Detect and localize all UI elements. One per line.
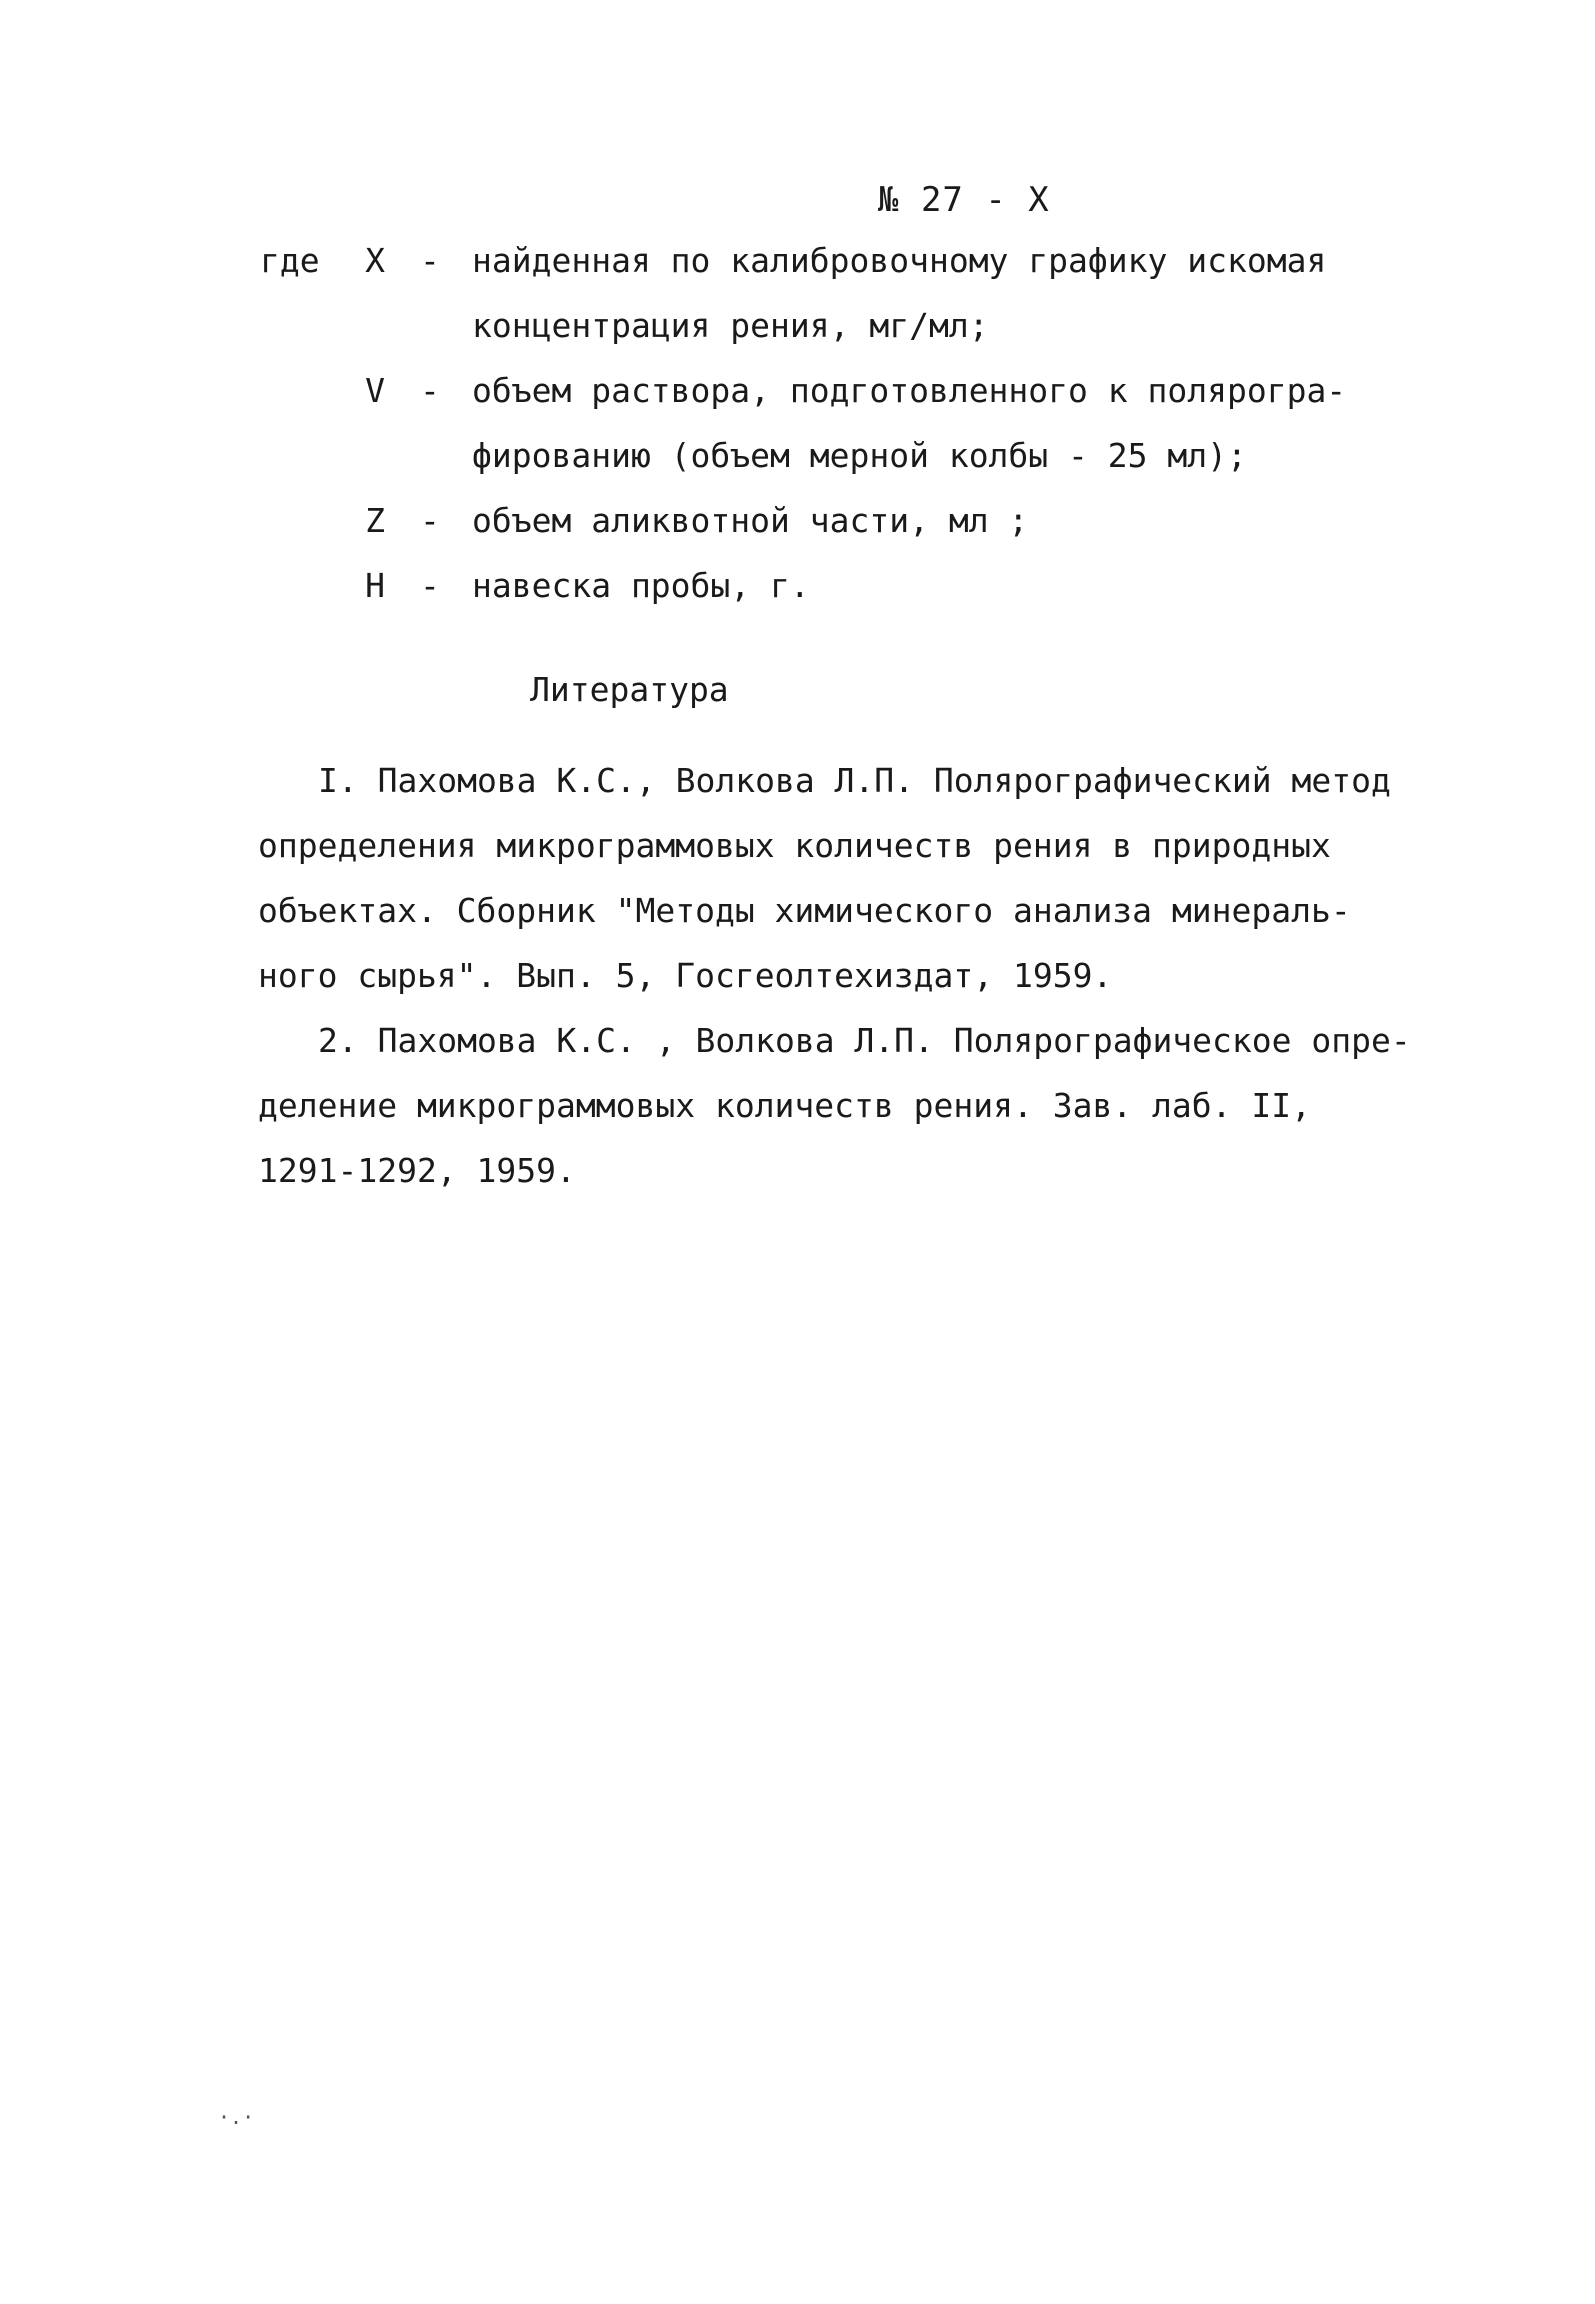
definition-row-z [260, 488, 1360, 553]
reference-line: объектах. Сборник "Методы химического анализа минераль- [258, 891, 1351, 930]
definition-symbol: Z [365, 501, 385, 540]
definition-row-v [260, 358, 1360, 423]
definition-dash: - [420, 241, 440, 280]
definition-text: объем раствора, подготовленного к полярогра- [472, 371, 1347, 410]
definition-row-v-cont [260, 423, 1360, 488]
definition-dash: - [420, 371, 440, 410]
reference-line: деление микрограммовых количеств рения. Зав. лаб. II, [258, 1086, 1311, 1125]
reference-list [258, 748, 1411, 1203]
definition-text: найденная по калибровочному графику искомая [472, 241, 1327, 280]
page-number: № 27 - X [878, 180, 1050, 220]
definition-symbol: Н [365, 566, 385, 605]
definition-text: объем аликвотной части, мл ; [472, 501, 1029, 540]
reference-line: 2. Пахомова К.С. , Волкова Л.П. Полярографическое опре- [318, 1021, 1411, 1060]
definition-text: фированию (объем мерной колбы - 25 мл); [472, 436, 1247, 475]
reference-item [258, 1008, 1411, 1203]
reference-line: ного сырья". Вып. 5, Госгеолтехиздат, 1959. [258, 956, 1113, 995]
definition-dash: - [420, 501, 440, 540]
definition-text: навеска пробы, г. [472, 566, 810, 605]
reference-line: I. Пахомова К.С., Волкова Л.П. Полярографический метод [318, 761, 1391, 800]
definition-text: концентрация рения, мг/мл; [472, 306, 989, 345]
reference-item [258, 748, 1391, 1008]
definition-row-x [260, 228, 1360, 293]
literature-heading: Литература [530, 670, 729, 709]
definition-dash: - [420, 566, 440, 605]
definition-row-x-cont [260, 293, 1360, 358]
definition-symbol: X [365, 241, 385, 280]
reference-line: 1291-1292, 1959. [258, 1151, 576, 1190]
definition-symbol: V [365, 371, 385, 410]
scan-artifact-mark: ·.· [218, 2105, 255, 2129]
definition-prefix: где [260, 241, 320, 280]
variable-definitions [260, 228, 1360, 618]
definition-row-h [260, 553, 1360, 618]
reference-line: определения микрограммовых количеств рения в природных [258, 826, 1331, 865]
